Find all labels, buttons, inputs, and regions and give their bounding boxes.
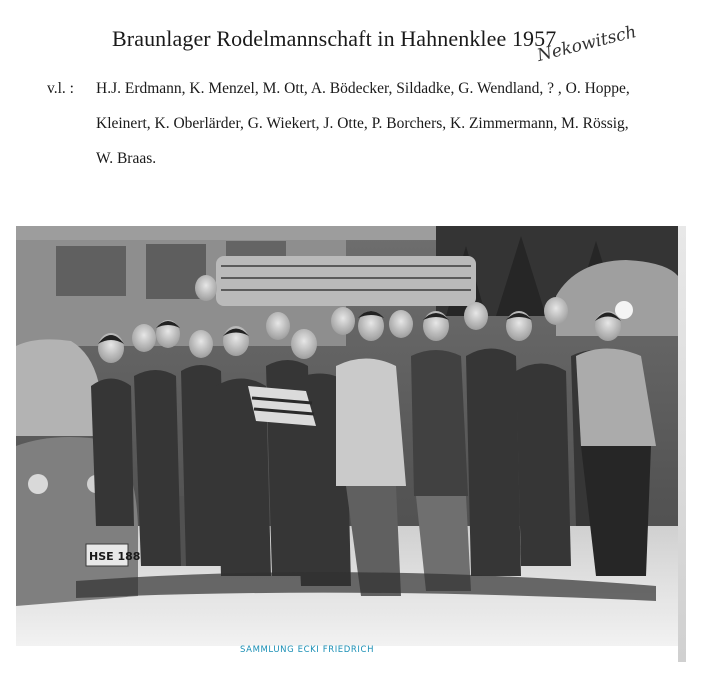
team-photo-image xyxy=(16,226,678,646)
photo-edge-shadow xyxy=(678,226,686,662)
license-plate-text: HSE 188 xyxy=(89,550,141,563)
handwritten-note: Nekowitsch xyxy=(535,22,639,66)
caption-line-1: H.J. Erdmann, K. Menzel, M. Ott, A. Bödecker, Sildadke, G. Wendland, ? , O. Hoppe, xyxy=(96,80,630,97)
caption-line-2: Kleinert, K. Oberlärder, G. Wiekert, J. Otte, P. Borchers, K. Zimmermann, M. Rössig, xyxy=(96,115,629,132)
caption-prefix: v.l. : xyxy=(47,80,74,97)
collection-watermark: SAMMLUNG ECKI FRIEDRICH xyxy=(240,645,375,655)
document-title: Braunlager Rodelmannschaft in Hahnenklee 1957 xyxy=(112,26,557,51)
caption-line-3: W. Braas. xyxy=(96,150,157,167)
team-photo xyxy=(16,226,678,646)
